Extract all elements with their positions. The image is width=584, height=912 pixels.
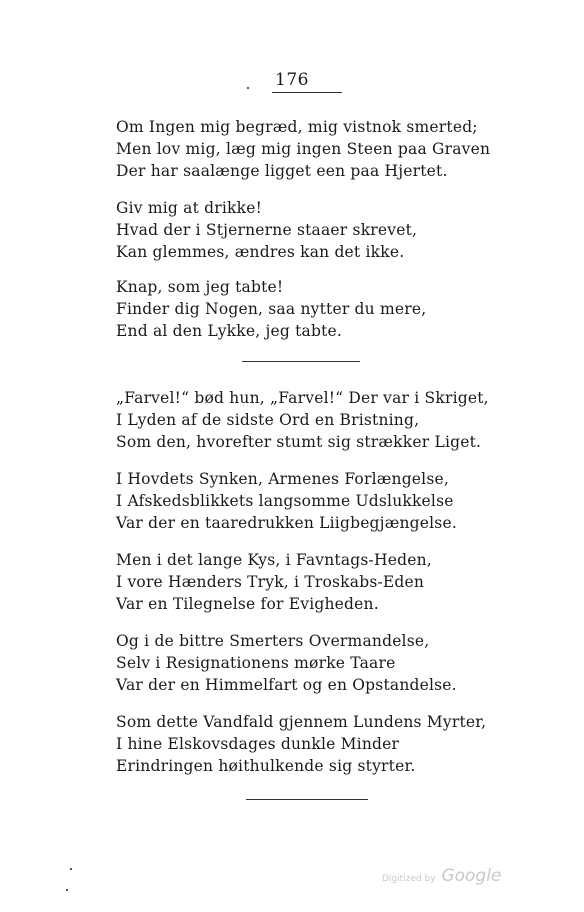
verse-line: Var der en taaredrukken Liigbegjængelse. bbox=[116, 514, 457, 532]
ink-speck bbox=[247, 87, 249, 89]
verse-line: End al den Lykke, jeg tabte. bbox=[116, 322, 343, 340]
verse-line: Erindringen høithulkende sig styrter. bbox=[116, 757, 416, 775]
verse-line: Hvad der i Stjernerne staaer skrevet, bbox=[116, 221, 418, 239]
verse-line: I Lyden af de sidste Ord en Bristning, bbox=[116, 411, 420, 429]
verse-line: Der har saalænge ligget een paa Hjertet. bbox=[116, 162, 448, 180]
verse-line: Kan glemmes, ændres kan det ikke. bbox=[116, 243, 405, 261]
verse-line: Knap, som jeg tabte! bbox=[116, 278, 284, 296]
verse-line: Var en Tilegnelse for Evigheden. bbox=[116, 595, 379, 613]
verse-line: Men i det lange Kys, i Favntags-Heden, bbox=[116, 551, 432, 569]
stanza bbox=[116, 630, 457, 696]
verse-line: Giv mig at drikke! bbox=[116, 199, 262, 217]
verse-line: Som den, hvorefter stumt sig strækker Liget. bbox=[116, 433, 482, 451]
stanza bbox=[116, 197, 417, 263]
verse-line: Som dette Vandfald gjennem Lundens Myrter, bbox=[116, 713, 487, 731]
digitized-watermark bbox=[382, 866, 501, 886]
verse-line: I Hovdets Synken, Armenes Forlængelse, bbox=[116, 470, 449, 488]
ink-speck bbox=[70, 868, 72, 870]
verse-line: I vore Hænders Tryk, i Troskabs-Eden bbox=[116, 573, 425, 591]
stanza bbox=[116, 116, 490, 182]
stanza bbox=[116, 387, 489, 453]
verse-line: Om Ingen mig begræd, mig vistnok smerted; bbox=[116, 118, 478, 136]
verse-line: Selv i Resignationens mørke Taare bbox=[116, 654, 396, 672]
verse-line: „Farvel!“ bød hun, „Farvel!“ Der var i Skriget, bbox=[116, 389, 489, 407]
end-divider bbox=[246, 799, 368, 800]
page-number-rule bbox=[272, 92, 342, 93]
verse-line: I Afskedsblikkets langsomme Udslukkelse bbox=[116, 492, 454, 510]
google-watermark: Google bbox=[441, 866, 502, 886]
ink-speck bbox=[66, 889, 68, 891]
verse-line: Finder dig Nogen, saa nytter du mere, bbox=[116, 300, 427, 318]
verse-line: I hine Elskovsdages dunkle Minder bbox=[116, 735, 400, 753]
stanza bbox=[116, 276, 426, 342]
stanza bbox=[116, 711, 486, 777]
stanza bbox=[116, 468, 457, 534]
page-number: 176 bbox=[275, 70, 309, 90]
stanza bbox=[116, 549, 432, 615]
verse-line: Og i de bittre Smerters Overmandelse, bbox=[116, 632, 430, 650]
verse-line: Men lov mig, læg mig ingen Steen paa Graven bbox=[116, 140, 491, 158]
section-divider bbox=[242, 361, 360, 362]
watermark-small: Digitized by bbox=[382, 874, 436, 884]
verse-line: Var der en Himmelfart og en Opstandelse. bbox=[116, 676, 457, 694]
